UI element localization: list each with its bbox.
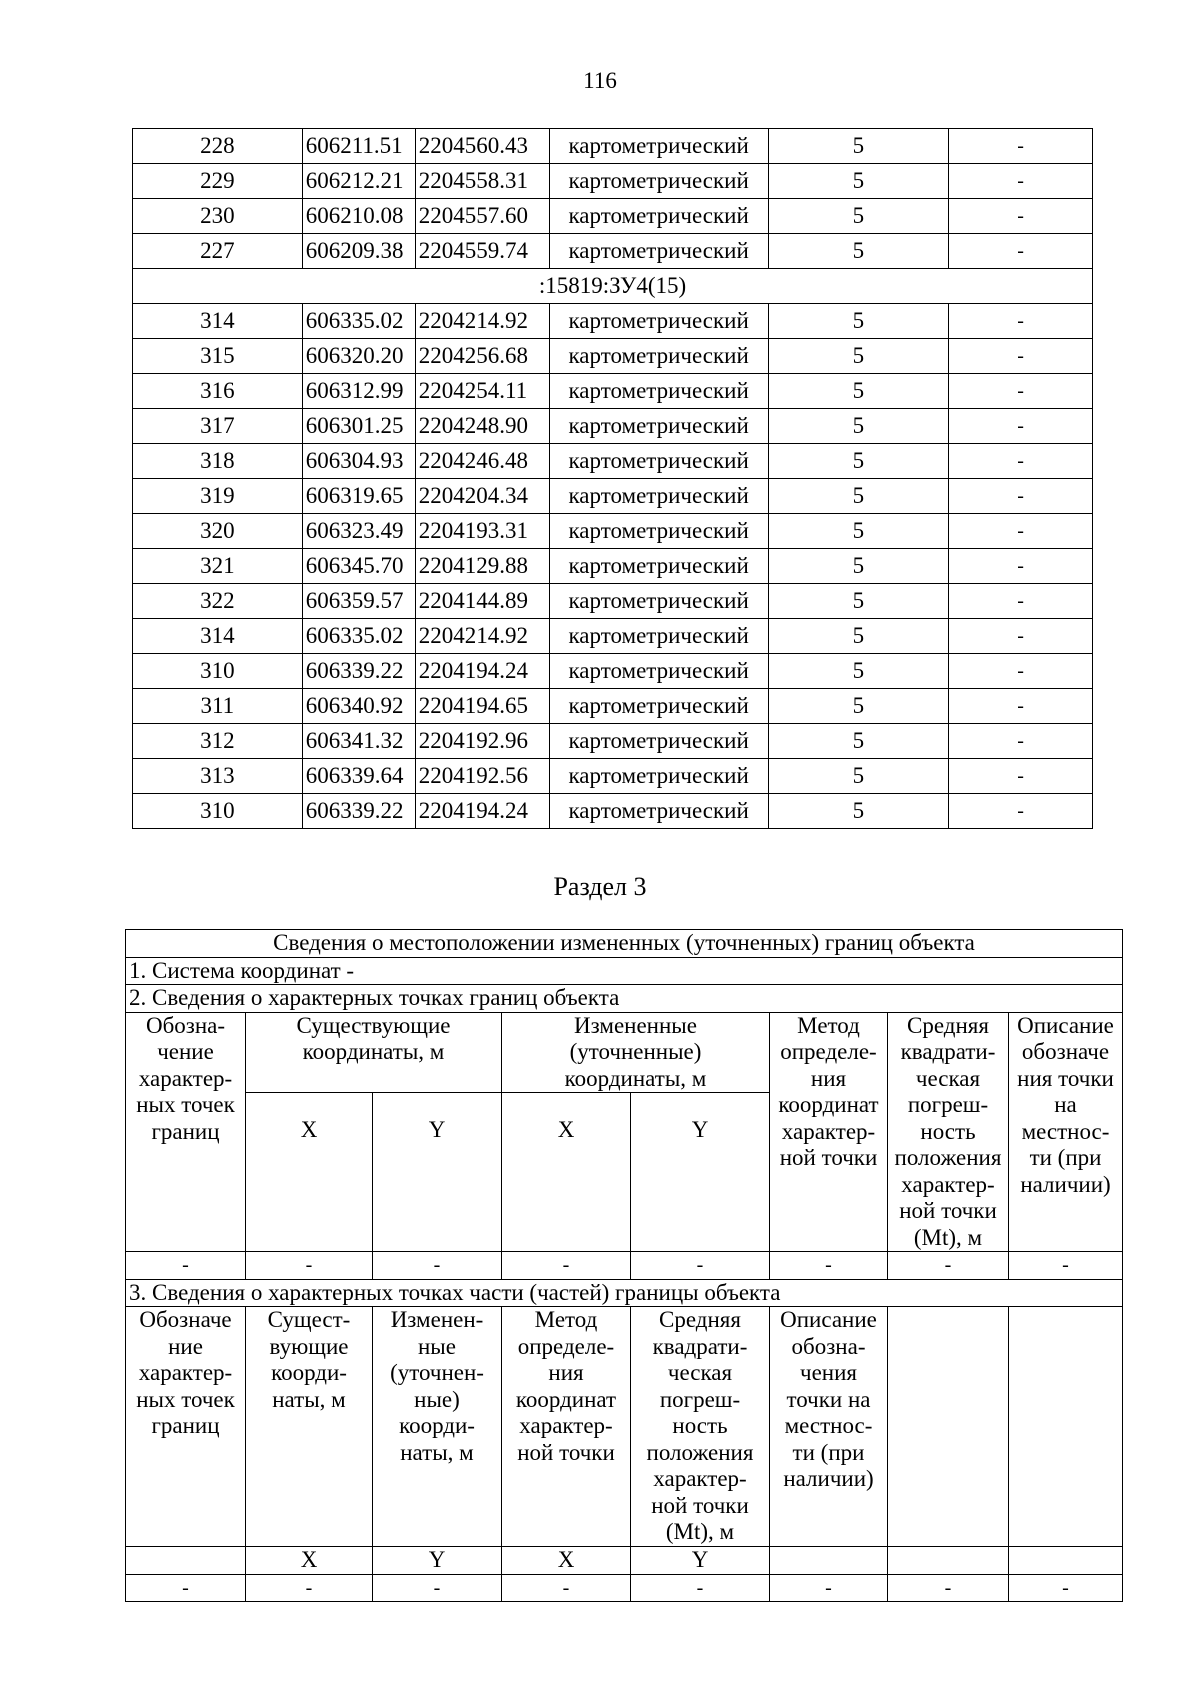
table-cell: - — [126, 1252, 246, 1280]
accuracy-cell: 5 — [768, 479, 949, 514]
description-cell: - — [949, 129, 1093, 164]
y-coordinate-cell: 2204559.74 — [415, 234, 549, 269]
page-number: 116 — [583, 68, 617, 93]
method-cell: картометрический — [549, 199, 768, 234]
description-cell: - — [949, 689, 1093, 724]
accuracy-cell: 5 — [768, 444, 949, 479]
table-row — [133, 549, 1093, 584]
accuracy-cell: 5 — [768, 129, 949, 164]
description-cell: - — [949, 444, 1093, 479]
x-coordinate-cell: 606210.08 — [302, 199, 415, 234]
part3-header-existing: Сущест- вующие коорди- наты, м — [246, 1307, 373, 1547]
description-cell: - — [949, 619, 1093, 654]
method-cell: картометрический — [549, 514, 768, 549]
table-cell: - — [888, 1252, 1009, 1280]
part3-x-label: X — [502, 1547, 631, 1575]
description-cell: - — [949, 479, 1093, 514]
y-coordinate-cell: 2204129.88 — [415, 549, 549, 584]
y-coordinate-cell: 2204246.48 — [415, 444, 549, 479]
table-row — [133, 654, 1093, 689]
accuracy-cell: 5 — [768, 584, 949, 619]
accuracy-cell: 5 — [768, 409, 949, 444]
table-row — [133, 374, 1093, 409]
header-accuracy: Средняя квадрати- ческая погреш- ность положения характер- ной точки (Mt), м — [888, 1012, 1009, 1252]
table-cell — [126, 1547, 246, 1575]
table-row — [133, 304, 1093, 339]
header-changed-x: X — [502, 1093, 631, 1252]
point-id-cell: 318 — [133, 444, 303, 479]
description-cell: - — [949, 304, 1093, 339]
method-cell: картометрический — [549, 164, 768, 199]
y-coordinate-cell: 2204248.90 — [415, 409, 549, 444]
accuracy-cell: 5 — [768, 514, 949, 549]
y-coordinate-cell: 2204254.11 — [415, 374, 549, 409]
accuracy-cell: 5 — [768, 759, 949, 794]
description-cell: - — [949, 199, 1093, 234]
point-id-cell: 310 — [133, 654, 303, 689]
table-row — [133, 444, 1093, 479]
point-id-cell: 317 — [133, 409, 303, 444]
description-cell: - — [949, 654, 1093, 689]
description-cell: - — [949, 724, 1093, 759]
table-cell: - — [631, 1574, 770, 1602]
header-existing-y: Y — [373, 1093, 502, 1252]
part3-header-designation: Обозначе ние характер- ных точек границ — [126, 1307, 246, 1547]
table-row — [133, 479, 1093, 514]
method-cell: картометрический — [549, 304, 768, 339]
y-coordinate-cell: 2204194.24 — [415, 654, 549, 689]
table-row — [133, 129, 1093, 164]
header-existing-x: X — [246, 1093, 373, 1252]
method-cell: картометрический — [549, 549, 768, 584]
point-id-cell: 228 — [133, 129, 303, 164]
table-cell: - — [126, 1574, 246, 1602]
y-coordinate-cell: 2204194.24 — [415, 794, 549, 829]
description-cell: - — [949, 584, 1093, 619]
method-cell: картометрический — [549, 374, 768, 409]
description-cell: - — [949, 549, 1093, 584]
part3-heading: 3. Сведения о характерных точках части (частей) границы объекта — [126, 1279, 1123, 1307]
table-row — [133, 689, 1093, 724]
table-cell: - — [373, 1574, 502, 1602]
part3-header-changed: Изменен- ные (уточнен- ные) коорди- наты, м — [373, 1307, 502, 1547]
accuracy-cell: 5 — [768, 724, 949, 759]
point-id-cell: 311 — [133, 689, 303, 724]
method-cell: картометрический — [549, 234, 768, 269]
point-id-cell: 315 — [133, 339, 303, 374]
y-coordinate-cell: 2204193.31 — [415, 514, 549, 549]
method-cell: картометрический — [549, 409, 768, 444]
x-coordinate-cell: 606340.92 — [302, 689, 415, 724]
table-row — [133, 619, 1093, 654]
table-row — [133, 339, 1093, 374]
method-cell: картометрический — [549, 689, 768, 724]
accuracy-cell: 5 — [768, 164, 949, 199]
header-changed-y: Y — [631, 1093, 770, 1252]
point-id-cell: 227 — [133, 234, 303, 269]
accuracy-cell: 5 — [768, 234, 949, 269]
method-cell: картометрический — [549, 479, 768, 514]
y-coordinate-cell: 2204214.92 — [415, 619, 549, 654]
point-id-cell: 313 — [133, 759, 303, 794]
header-method: Метод определе- ния координат характер- ной точки — [770, 1012, 888, 1252]
description-cell: - — [949, 794, 1093, 829]
point-id-cell: 230 — [133, 199, 303, 234]
table-row — [133, 584, 1093, 619]
y-coordinate-cell: 2204557.60 — [415, 199, 549, 234]
table-row — [133, 409, 1093, 444]
accuracy-cell: 5 — [768, 374, 949, 409]
x-coordinate-cell: 606209.38 — [302, 234, 415, 269]
table-cell: - — [1009, 1574, 1123, 1602]
x-coordinate-cell: 606304.93 — [302, 444, 415, 479]
x-coordinate-cell: 606320.20 — [302, 339, 415, 374]
method-cell: картометрический — [549, 654, 768, 689]
part3-header-accuracy: Средняя квадрати- ческая погреш- ность положения характер- ной точки (Mt), м — [631, 1307, 770, 1547]
accuracy-cell: 5 — [768, 654, 949, 689]
table-cell: - — [1009, 1252, 1123, 1280]
table-cell: - — [770, 1252, 888, 1280]
point-id-cell: 314 — [133, 619, 303, 654]
table-cell: - — [246, 1574, 373, 1602]
point-id-cell: 321 — [133, 549, 303, 584]
x-coordinate-cell: 606319.65 — [302, 479, 415, 514]
table-cell — [888, 1307, 1009, 1547]
part3-x-label: X — [246, 1547, 373, 1575]
table-row — [133, 794, 1093, 829]
point-id-cell: 229 — [133, 164, 303, 199]
accuracy-cell: 5 — [768, 304, 949, 339]
table-row — [133, 234, 1093, 269]
method-cell: картометрический — [549, 129, 768, 164]
table-cell: - — [246, 1252, 373, 1280]
part3-header-method: Метод определе- ния координат характер- ной точки — [502, 1307, 631, 1547]
accuracy-cell: 5 — [768, 339, 949, 374]
x-coordinate-cell: 606301.25 — [302, 409, 415, 444]
description-cell: - — [949, 339, 1093, 374]
x-coordinate-cell: 606335.02 — [302, 619, 415, 654]
accuracy-cell: 5 — [768, 619, 949, 654]
table-cell: - — [502, 1252, 631, 1280]
accuracy-cell: 5 — [768, 549, 949, 584]
y-coordinate-cell: 2204214.92 — [415, 304, 549, 339]
table-row — [133, 269, 1093, 304]
table-cell — [1009, 1547, 1123, 1575]
y-coordinate-cell: 2204256.68 — [415, 339, 549, 374]
x-coordinate-cell: 606339.64 — [302, 759, 415, 794]
x-coordinate-cell: 606339.22 — [302, 654, 415, 689]
description-cell: - — [949, 759, 1093, 794]
part3-y-label: Y — [631, 1547, 770, 1575]
description-cell: - — [949, 374, 1093, 409]
coordinates-table — [132, 128, 1093, 829]
x-coordinate-cell: 606339.22 — [302, 794, 415, 829]
y-coordinate-cell: 2204558.31 — [415, 164, 549, 199]
point-id-cell: 316 — [133, 374, 303, 409]
accuracy-cell: 5 — [768, 689, 949, 724]
point-id-cell: 319 — [133, 479, 303, 514]
point-id-cell: 320 — [133, 514, 303, 549]
accuracy-cell: 5 — [768, 199, 949, 234]
x-coordinate-cell: 606323.49 — [302, 514, 415, 549]
table-row — [133, 164, 1093, 199]
table-title: Сведения о местоположении измененных (уточненных) границ объекта — [126, 930, 1123, 958]
header-designation: Обозна- чение характер- ных точек границ — [126, 1012, 246, 1252]
method-cell: картометрический — [549, 584, 768, 619]
description-cell: - — [949, 234, 1093, 269]
y-coordinate-cell: 2204192.96 — [415, 724, 549, 759]
x-coordinate-cell: 606211.51 — [302, 129, 415, 164]
table-cell: - — [502, 1574, 631, 1602]
method-cell: картометрический — [549, 444, 768, 479]
description-cell: - — [949, 409, 1093, 444]
x-coordinate-cell: 606345.70 — [302, 549, 415, 584]
table-row — [133, 759, 1093, 794]
part3-y-label: Y — [373, 1547, 502, 1575]
x-coordinate-cell: 606312.99 — [302, 374, 415, 409]
point-id-cell: 314 — [133, 304, 303, 339]
x-coordinate-cell: 606212.21 — [302, 164, 415, 199]
table-row — [133, 514, 1093, 549]
method-cell: картометрический — [549, 724, 768, 759]
x-coordinate-cell: 606359.57 — [302, 584, 415, 619]
point-id-cell: 310 — [133, 794, 303, 829]
description-cell: - — [949, 514, 1093, 549]
section-title: Раздел 3 — [553, 872, 647, 901]
method-cell: картометрический — [549, 619, 768, 654]
y-coordinate-cell: 2204560.43 — [415, 129, 549, 164]
point-id-cell: 322 — [133, 584, 303, 619]
table-cell — [888, 1547, 1009, 1575]
table-cell: - — [888, 1574, 1009, 1602]
accuracy-cell: 5 — [768, 794, 949, 829]
table-row — [133, 199, 1093, 234]
part3-header-description: Описание обозна- чения точки на местнос- ти (при наличии) — [770, 1307, 888, 1547]
method-cell: картометрический — [549, 759, 768, 794]
coord-system-row: 1. Система координат - — [126, 957, 1123, 985]
method-cell: картометрический — [549, 794, 768, 829]
header-existing-coords: Существующие координаты, м — [246, 1012, 502, 1093]
table-cell: - — [770, 1574, 888, 1602]
table-cell — [1009, 1307, 1123, 1547]
parcel-subheader: :15819:ЗУ4(15) — [133, 269, 1093, 304]
header-description: Описание обозначе ния точки на местнос- ти (при наличии) — [1009, 1012, 1123, 1252]
table-cell: - — [631, 1252, 770, 1280]
method-cell: картометрический — [549, 339, 768, 374]
table-row — [133, 724, 1093, 759]
y-coordinate-cell: 2204192.56 — [415, 759, 549, 794]
y-coordinate-cell: 2204194.65 — [415, 689, 549, 724]
point-id-cell: 312 — [133, 724, 303, 759]
header-changed-coords: Измененные (уточненные) координаты, м — [502, 1012, 770, 1093]
table-cell — [770, 1547, 888, 1575]
y-coordinate-cell: 2204204.34 — [415, 479, 549, 514]
points-heading: 2. Сведения о характерных точках границ объекта — [126, 985, 1123, 1013]
section3-table — [125, 929, 1123, 1602]
table-cell: - — [373, 1252, 502, 1280]
x-coordinate-cell: 606341.32 — [302, 724, 415, 759]
x-coordinate-cell: 606335.02 — [302, 304, 415, 339]
y-coordinate-cell: 2204144.89 — [415, 584, 549, 619]
description-cell: - — [949, 164, 1093, 199]
